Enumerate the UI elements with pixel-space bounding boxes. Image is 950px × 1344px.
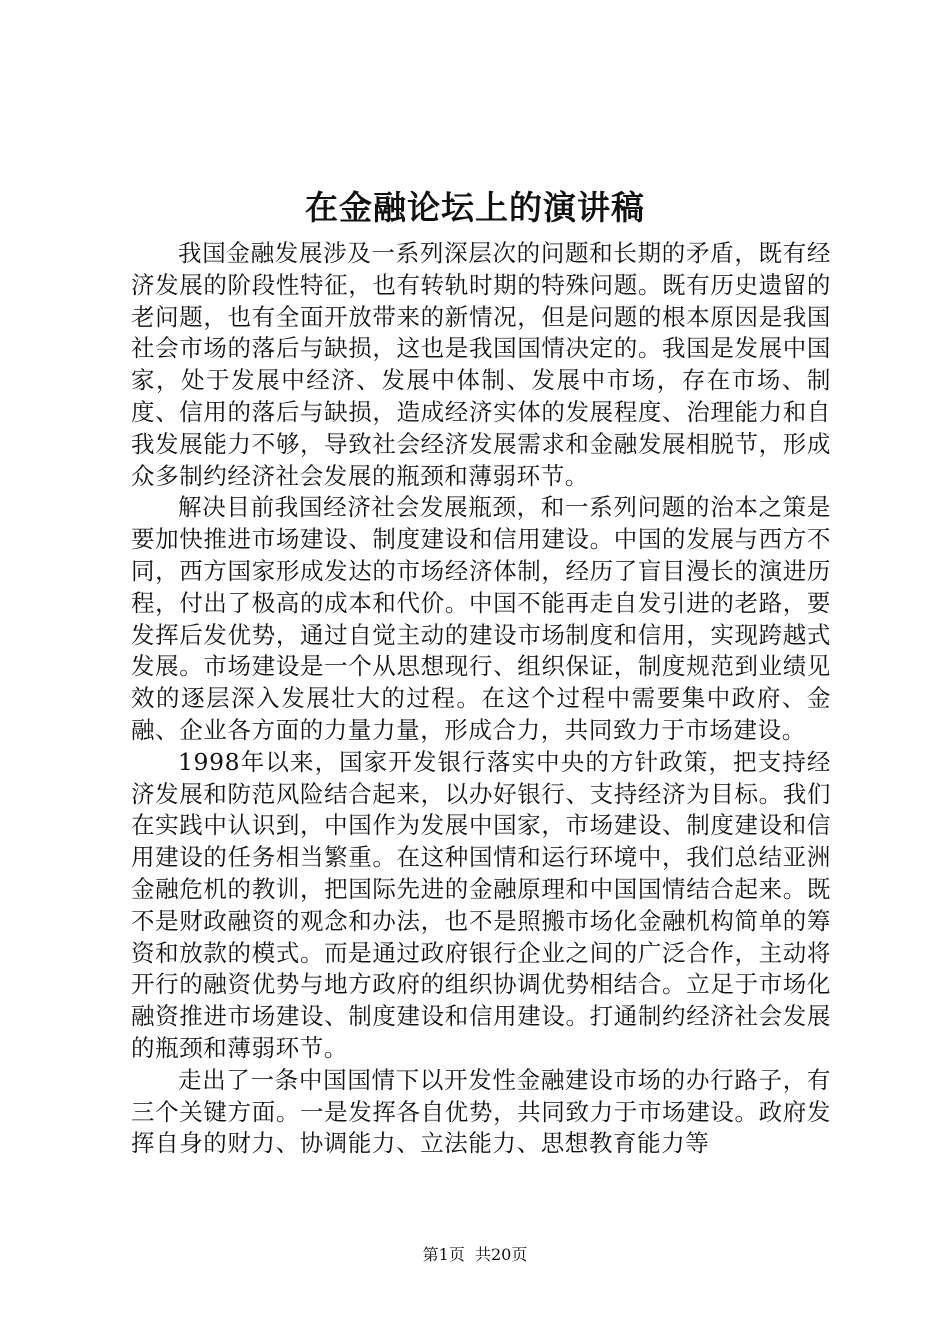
paragraph-3: 1998年以来，国家开发银行落实中央的方针政策，把支持经济发展和防范风险结合起来，以办好银行、支持经济为目标。我们在实践中认识到，中国作为发展中国家，市场建设、制度建设和信用建设的任务相当繁重。在这种国情和运行环境中，我们总结亚洲金融危机的教训，把国际先进的金融原理和中国国情结合起来。既不是财政融资的观念和办法，也不是照搬市场化金融机构简单的筹资和放款的模式。而是通过政府银行企业之间的广泛合作，主动将开行的融资优势与地方政府的组织协调优势相结合。立足于市场化融资推进市场建设、制度建设和信用建设。打通制约经济社会发展的瓶颈和薄弱环节。 (131, 747, 831, 1062)
paragraph-1: 我国金融发展涉及一系列深层次的问题和长期的矛盾，既有经济发展的阶段性特征，也有转轨时期的特殊问题。既有历史遗留的老问题，也有全面开放带来的新情况，但是问题的根本原因是我国社会市场的落后与缺损，这也是我国国情决定的。我国是发展中国家，处于发展中经济、发展中体制、发展中市场，存在市场、制度、信用的落后与缺损，造成经济实体的发展程度、治理能力和自我发展能力不够，导致社会经济发展需求和金融发展相脱节，形成众多制约经济社会发展的瓶颈和薄弱环节。 (131, 239, 831, 490)
paragraph-4: 走出了一条中国国情下以开发性金融建设市场的办行路子，有三个关键方面。一是发挥各自优势，共同致力于市场建设。政府发挥自身的财力、协调能力、立法能力、思想教育能力等 (131, 1065, 831, 1158)
document-body (131, 238, 831, 1160)
document-title: 在金融论坛上的演讲稿 (305, 188, 645, 227)
page-number-footer: 第1页 共20页 (422, 1245, 528, 1264)
paragraph-2: 解决目前我国经济社会发展瓶颈，和一系列问题的治本之策是要加快推进市场建设、制度建设和信用建设。中国的发展与西方不同，西方国家形成发达的市场经济体制，经历了盲目漫长的演进历程，付出了极高的成本和代价。中国不能再走自发引进的老路，要发挥后发优势，通过自觉主动的建设市场制度和信用，实现跨越式发展。市场建设是一个从思想现行、组织保证，制度规范到业绩见效的逐层深入发展壮大的过程。在这个过程中需要集中政府、金融、企业各方面的力量力量，形成合力，共同致力于市场建设。 (131, 493, 831, 744)
